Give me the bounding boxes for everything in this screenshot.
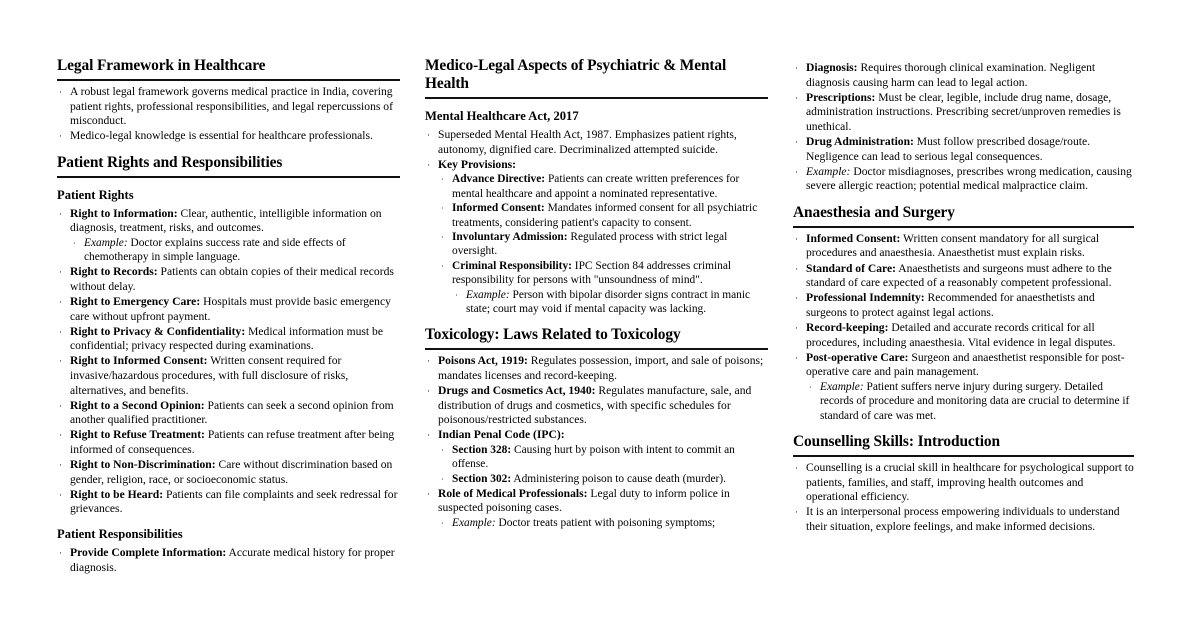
bullet-icon: · bbox=[795, 166, 798, 177]
item-text: Person with bipolar disorder signs contract in manic state; court may void if mental capacity was lacking. bbox=[466, 288, 751, 315]
section-heading: Patient Rights and Responsibilities bbox=[57, 154, 400, 178]
item-lead: Post-operative Care: bbox=[806, 350, 909, 364]
list-item bbox=[57, 129, 400, 144]
bullet-icon: · bbox=[427, 356, 430, 367]
item-text: Patients can refuse treatment after being informed of consequences. bbox=[70, 428, 395, 456]
list-item bbox=[57, 85, 400, 129]
bullet-icon: · bbox=[59, 208, 62, 219]
bullet-list-level-1 bbox=[425, 128, 768, 316]
bullet-list-level-2 bbox=[438, 172, 768, 316]
bullet-icon: · bbox=[427, 430, 430, 441]
bullet-icon: · bbox=[795, 63, 798, 73]
bullet-icon: · bbox=[795, 233, 798, 244]
bullet-icon: · bbox=[59, 430, 62, 441]
item-text: Doctor misdiagnoses, prescribes wrong medication, causing severe allergic reaction; potential medical malpractice claim. bbox=[806, 164, 1132, 193]
list-item bbox=[793, 135, 1134, 164]
bullet-list-level-1 bbox=[793, 461, 1134, 534]
item-lead: Right to Information: bbox=[70, 206, 178, 220]
subsection-heading: Mental Healthcare Act, 2017 bbox=[425, 109, 579, 123]
item-text: Care without discrimination based on gender, religion, race, or socioeconomic status. bbox=[70, 458, 393, 486]
section bbox=[793, 433, 1134, 534]
item-lead: Drugs and Cosmetics Act, 1940: bbox=[438, 384, 596, 398]
item-text: Administering poison to cause death (murder). bbox=[511, 472, 726, 485]
item-text: Surgeon and anaesthetist responsible for post-operative care and pain management. bbox=[806, 350, 1125, 379]
bullet-icon: · bbox=[59, 547, 62, 558]
bullet-icon: · bbox=[795, 92, 798, 103]
list-item bbox=[438, 230, 768, 259]
list-item bbox=[425, 354, 768, 383]
list-item bbox=[57, 354, 400, 398]
list-item bbox=[57, 488, 400, 517]
list-item bbox=[438, 516, 768, 530]
item-text: Superseded Mental Health Act, 1987. Emphasizes patient rights, autonomy, dignified care. Decriminalized attempted suicide. bbox=[438, 128, 737, 156]
item-text: Accurate medical history for proper diagnosis. bbox=[70, 545, 395, 574]
list-item bbox=[793, 505, 1134, 534]
bullet-icon: · bbox=[441, 203, 444, 214]
item-text: Must be clear, legible, include drug name, dosage, administration instructions. Prescribing secret/unproven remedies is unethical. bbox=[806, 90, 1121, 133]
item-text: Regulated process with strict legal oversight. bbox=[452, 230, 728, 258]
bullet-icon: · bbox=[795, 352, 798, 363]
list-item bbox=[57, 458, 400, 487]
list-item bbox=[57, 428, 400, 457]
list-item bbox=[793, 165, 1134, 194]
item-text: Recommended for anaesthetists and surgeons to protect against legal actions. bbox=[806, 291, 1095, 319]
item-lead: Right to a Second Opinion: bbox=[70, 398, 205, 412]
list-item bbox=[57, 295, 400, 324]
item-lead: Provide Complete Information: bbox=[70, 545, 227, 559]
item-text: It is an interpersonal process empowering individuals to understand their situation, explore feelings, and make informed decisions. bbox=[806, 505, 1120, 533]
bullet-icon: · bbox=[441, 517, 444, 528]
list-item bbox=[438, 443, 768, 472]
section bbox=[57, 154, 400, 575]
bullet-icon: · bbox=[59, 131, 62, 142]
list-item bbox=[425, 158, 768, 317]
bullet-icon: · bbox=[59, 87, 62, 97]
item-text: Medico-legal knowledge is essential for healthcare professionals. bbox=[70, 129, 373, 143]
list-item bbox=[425, 384, 768, 428]
item-text: Doctor explains success rate and side effects of chemotherapy in simple language. bbox=[84, 237, 346, 264]
item-lead: Diagnosis: bbox=[806, 61, 858, 74]
item-text: Counselling is a crucial skill in healthcare for psychological support to patients, families, and staff, improving health outcomes and operational efficiency. bbox=[806, 461, 1134, 504]
item-text: Doctor treats patient with poisoning symptoms; bbox=[495, 516, 716, 529]
list-item bbox=[452, 288, 768, 317]
list-item bbox=[438, 172, 768, 201]
item-lead-example: Example: bbox=[452, 516, 496, 529]
list-item bbox=[438, 472, 768, 486]
list-item bbox=[57, 399, 400, 428]
bullet-list-level-1 bbox=[57, 85, 400, 144]
bullet-icon: · bbox=[441, 473, 444, 484]
item-text: Legal duty to inform police in suspected poisoning cases. bbox=[438, 486, 730, 515]
item-lead-example: Example: bbox=[84, 237, 128, 250]
bullet-icon: · bbox=[795, 507, 798, 518]
continued-list-from-previous-column bbox=[793, 61, 1134, 194]
bullet-icon: · bbox=[59, 267, 62, 278]
bullet-list-level-2 bbox=[438, 443, 768, 486]
item-text: Patients can create written preferences for mental healthcare and appoint a nominated representative. bbox=[452, 173, 740, 200]
bullet-list-level-3 bbox=[452, 288, 768, 317]
subsection-heading: Patient Responsibilities bbox=[57, 526, 183, 541]
list-item bbox=[793, 461, 1134, 505]
item-lead: Record-keeping: bbox=[806, 320, 889, 334]
item-lead-example: Example: bbox=[466, 288, 510, 301]
column-2-content bbox=[425, 57, 768, 530]
bullet-list-level-1 bbox=[425, 354, 768, 530]
item-text: A robust legal framework governs medical practice in India, covering patient rights, professional responsibilities, and legal repercussions of misconduct. bbox=[70, 85, 393, 128]
item-text: Must follow prescribed dosage/route. Negligence can lead to serious legal consequences. bbox=[806, 134, 1091, 163]
bullet-icon: · bbox=[427, 386, 430, 397]
three-column-layout bbox=[57, 57, 1134, 626]
item-text: IPC Section 84 addresses criminal responsibility for persons with "unsoundness of mind". bbox=[452, 259, 732, 287]
list-item bbox=[793, 291, 1134, 320]
item-lead: Criminal Responsibility: bbox=[452, 259, 572, 272]
item-text: Patients can seek a second opinion from another qualified practitioner. bbox=[70, 398, 394, 427]
item-text: Regulates possession, import, and sale of poisons; mandates licenses and record-keeping. bbox=[438, 354, 764, 382]
item-text: Written consent required for invasive/hazardous procedures, with full disclosure of risks, alternatives, and benefits. bbox=[70, 354, 349, 397]
bullet-icon: · bbox=[59, 460, 62, 471]
column-3-content bbox=[793, 61, 1134, 534]
bullet-icon: · bbox=[427, 159, 430, 170]
bullet-list-level-1 bbox=[793, 232, 1134, 423]
bullet-icon: · bbox=[795, 322, 798, 333]
item-lead: Informed Consent: bbox=[806, 231, 901, 245]
item-lead: Indian Penal Code (IPC): bbox=[438, 428, 565, 442]
bullet-icon: · bbox=[441, 174, 444, 185]
column-1 bbox=[57, 57, 400, 626]
column-2 bbox=[425, 57, 768, 626]
item-text: Medical information must be confidential; privacy respected during examinations. bbox=[70, 324, 383, 353]
item-lead: Role of Medical Professionals: bbox=[438, 486, 588, 500]
bullet-icon: · bbox=[427, 130, 430, 140]
item-lead: Right to Non-Discrimination: bbox=[70, 458, 216, 472]
bullet-icon: · bbox=[455, 289, 458, 300]
item-lead-example: Example: bbox=[820, 380, 864, 393]
bullet-icon: · bbox=[795, 136, 798, 147]
bullet-icon: · bbox=[427, 488, 430, 499]
item-text: Written consent mandatory for all surgical procedures and anaesthesia. Anaesthetist must explain risks. bbox=[806, 231, 1100, 260]
bullet-list-level-1 bbox=[793, 61, 1134, 194]
section-heading: Counselling Skills: Introduction bbox=[793, 433, 1134, 457]
bullet-list-level-2 bbox=[438, 516, 768, 530]
item-lead: Prescriptions: bbox=[806, 90, 876, 104]
list-item bbox=[806, 380, 1134, 423]
item-lead: Section 328: bbox=[452, 443, 512, 456]
list-item bbox=[70, 236, 400, 265]
bullet-icon: · bbox=[59, 400, 62, 411]
list-item bbox=[57, 265, 400, 294]
item-text: Mandates informed consent for all psychiatric treatments, considering patient's capacity to consent. bbox=[452, 202, 758, 229]
list-item bbox=[57, 325, 400, 354]
bullet-icon: · bbox=[441, 231, 444, 242]
bullet-icon: · bbox=[795, 263, 798, 274]
item-lead: Standard of Care: bbox=[806, 261, 896, 275]
bullet-icon: · bbox=[795, 293, 798, 304]
item-lead: Right to be Heard: bbox=[70, 487, 164, 501]
item-lead: Right to Informed Consent: bbox=[70, 354, 208, 368]
item-lead: Right to Emergency Care: bbox=[70, 295, 201, 309]
list-item bbox=[57, 546, 400, 575]
list-item bbox=[57, 207, 400, 265]
list-item bbox=[425, 128, 768, 157]
bullet-icon: · bbox=[441, 260, 444, 271]
list-item bbox=[425, 487, 768, 531]
item-lead: Advance Directive: bbox=[452, 173, 546, 186]
item-text: Causing hurt by poison with intent to commit an offense. bbox=[452, 443, 735, 471]
bullet-icon: · bbox=[809, 381, 812, 392]
column-1-content bbox=[57, 57, 400, 575]
column-3 bbox=[793, 57, 1134, 626]
item-lead: Informed Consent: bbox=[452, 202, 545, 215]
section bbox=[425, 326, 768, 530]
bullet-icon: · bbox=[59, 297, 62, 308]
item-lead: Poisons Act, 1919: bbox=[438, 354, 528, 368]
item-lead: Right to Records: bbox=[70, 265, 158, 279]
bullet-icon: · bbox=[795, 463, 798, 473]
item-text: Hospitals must provide basic emergency care without upfront payment. bbox=[70, 295, 391, 323]
bullet-list-level-1 bbox=[57, 207, 400, 517]
section-heading: Medico-Legal Aspects of Psychiatric & Mental Health bbox=[425, 57, 768, 99]
subsection-heading: Patient Rights bbox=[57, 187, 134, 202]
item-text: Requires thorough clinical examination. Negligent diagnosis causing harm can lead to legal action. bbox=[806, 61, 1096, 89]
item-text: Patients can obtain copies of their medical records without delay. bbox=[70, 265, 394, 293]
list-item bbox=[793, 91, 1134, 135]
item-lead: Key Provisions: bbox=[438, 157, 517, 171]
item-lead: Section 302: bbox=[452, 472, 512, 485]
section-heading: Legal Framework in Healthcare bbox=[57, 57, 400, 81]
item-text: Patient suffers nerve injury during surgery. Detailed records of procedure and monitoring data are crucial to determine if standard of care was met. bbox=[820, 380, 1130, 422]
item-lead: Right to Privacy & Confidentiality: bbox=[70, 324, 246, 338]
list-item bbox=[438, 201, 768, 230]
bullet-icon: · bbox=[59, 326, 62, 337]
list-item bbox=[425, 428, 768, 486]
section-heading: Anaesthesia and Surgery bbox=[793, 204, 1134, 228]
bullet-list-level-1 bbox=[57, 546, 400, 575]
bullet-list-level-2 bbox=[70, 236, 400, 265]
list-item bbox=[438, 259, 768, 317]
section-heading: Toxicology: Laws Related to Toxicology bbox=[425, 326, 768, 350]
section bbox=[425, 57, 768, 316]
bullet-icon: · bbox=[73, 238, 76, 249]
list-item bbox=[793, 232, 1134, 261]
item-text: Patients can file complaints and seek redressal for grievances. bbox=[70, 487, 398, 516]
bullet-icon: · bbox=[59, 356, 62, 367]
item-text: Regulates manufacture, sale, and distribution of drugs and cosmetics, with specific schedules for poisonous/restricted substances. bbox=[438, 384, 752, 427]
list-item bbox=[793, 61, 1134, 90]
list-item bbox=[793, 262, 1134, 291]
item-text: Anaesthetists and surgeons must adhere to the standard of care expected of a reasonably competent professional. bbox=[806, 261, 1112, 290]
list-item bbox=[793, 351, 1134, 423]
section bbox=[57, 57, 400, 144]
section bbox=[793, 204, 1134, 423]
item-lead-example: Example: bbox=[806, 164, 851, 178]
item-text: Detailed and accurate records critical for all procedures, including anaesthesia. Vital evidence in legal disputes. bbox=[806, 320, 1116, 349]
bullet-list-level-2 bbox=[806, 380, 1134, 423]
list-item bbox=[793, 321, 1134, 350]
item-lead: Right to Refuse Treatment: bbox=[70, 428, 205, 442]
item-lead: Drug Administration: bbox=[806, 134, 914, 148]
item-text: Clear, authentic, intelligible information on diagnosis, treatment, risks, and outcomes. bbox=[70, 206, 382, 235]
bullet-icon: · bbox=[59, 489, 62, 500]
item-lead: Professional Indemnity: bbox=[806, 291, 925, 305]
item-lead: Involuntary Admission: bbox=[452, 230, 568, 243]
bullet-icon: · bbox=[441, 444, 444, 455]
